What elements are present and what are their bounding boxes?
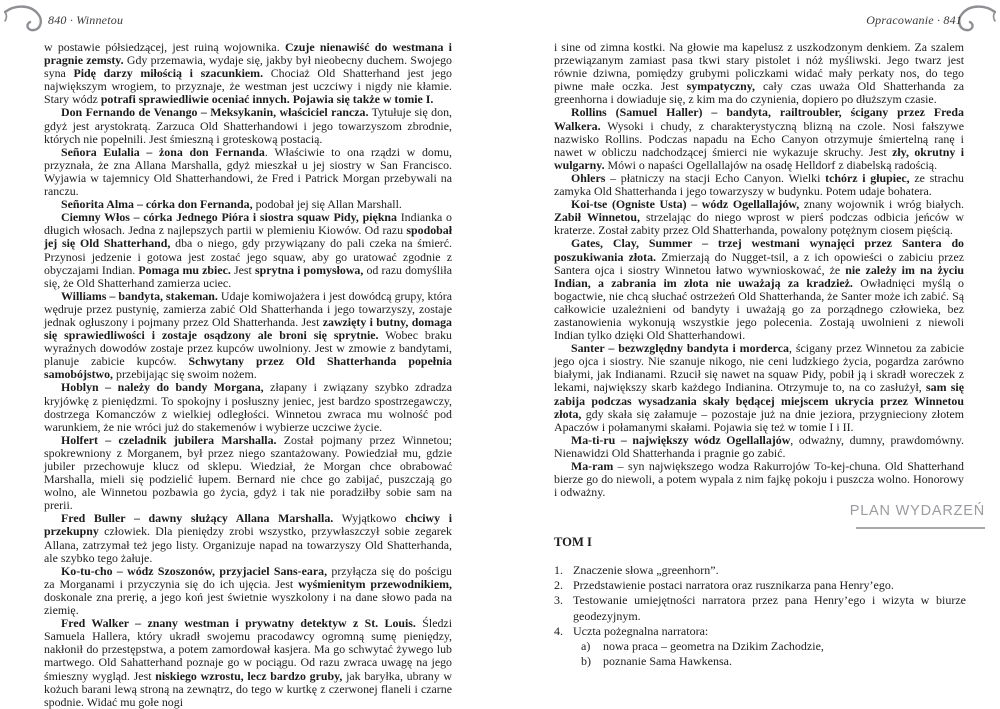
plan-list-item (554, 624, 966, 639)
left-page-text-column (44, 41, 452, 709)
right-head-separator: · (936, 13, 944, 27)
section-heading-plan-wydarzen: PLAN WYDARZEŃ (849, 503, 985, 519)
sub-item-label: b) (581, 654, 591, 669)
paragraph: Ko-tu-cho – wódz Szoszonów, przyjaciel Sans-eara, przyłącza się do pościgu za Morganami i przyczynia się do ich ujęcia. Jest wyśmienitym przewodnikiem, doskonale zna prerię, a jego koń jest świetnie wyszkolony i na dane słowo pada na ziemię. (44, 563, 452, 618)
list-item-number: 1. (554, 563, 563, 577)
bold-run: Fred Walker – znany westman i prywatny detektyw z St. Louis. (61, 616, 416, 631)
bold-run: wyśmienitym przewodnikiem, (298, 576, 452, 591)
bold-run: Zabił Winnetou, (554, 210, 640, 225)
bold-run: niskiego wzrostu, lecz bardzo gruby, (155, 668, 343, 683)
plan-sub-item (554, 639, 966, 654)
paragraph: Holfert – czeladnik jubilera Marshalla. Został pojmany przez Winnetou; spokrewniony z Morganem, był przez niego szantażowany. Powiedział mu, gdzie jubiler przechowuje klucz od sklepu. Wiedział, że Morgan chce obrabować Marshalla, mieli się podzielić łupem. Bernard nie chce go zabijać, puszczają go wolno, ale Winnetou pozbawia go życia, gdyż i tak nie poradziłby sobie sam na prerii. (44, 432, 453, 513)
bold-run: Czuje nienawiść do westmana i pragnie zemsty. (44, 40, 452, 68)
bold-run: sprytna i pomysłowa, (255, 262, 364, 277)
paragraph: Ohlers – płatniczy na stacji Echo Canyon. Wielki tchórz i głupiec, ze strachu zamyka Old Shatterhanda i jego towarzyszy w budynku. Potem udaje bohatera. (554, 170, 964, 199)
bold-run: Señorita Alma – córka don Fernanda, (61, 197, 253, 212)
list-item-text: Testowanie umiejętności narratora przez pana Henry’ego i wizyta w biurze geodezyjnym. (573, 593, 966, 623)
bold-run: Fred Buller – dawny służący Allana Marshalla. (61, 511, 334, 526)
sub-item-text: nowa praca – geometra na Dzikim Zachodzie, (603, 639, 824, 654)
list-item-text: Uczta pożegnalna narratora: (573, 623, 709, 638)
paragraph: Fred Walker – znany westman i prywatny detektyw z St. Louis. Śledzi Samuela Hallera, który ukradł swojemu pracodawcy ogromną sumę pieniędzy, nakłonił do przestępstwa, a potem zamordował kasjera. Ma go schwytać żywego lub martwego. Old Sahatterhand poznaje go w pociągu. Od razu zwraca uwagę na jego śmieszny wygląd. Jest niskiego wzrostu, lecz bardzo gruby, jak baryłka, ubrany w kożuch barani lewą stroną na zewnątrz, do tego w kurtkę z czerwonej flaneli i czarne spodnie. Widać mu gołe nogi (44, 616, 453, 709)
bold-run: zawzięty i butny, domaga się sprawiedliwości i zostaje osądzony ale broni się sprytnie. (44, 314, 452, 343)
plan-section-body (554, 535, 966, 669)
paragraph: Fred Buller – dawny służący Allana Marshalla. Wyjątkowo chciwy i przekupny człowiek. Dla pieniędzy zrobi wszystko, przywłaszczył sobie zegarek Allana, zatrzymał też jego listy. Organizuje napad na towarzyszy Old Shatterhanda, ale szybko tego żałuje. (44, 511, 453, 565)
plan-sub-item (554, 654, 966, 669)
plan-list-item (554, 563, 966, 578)
bold-run: Gates, Clay, Summer – trzej westmani wynajęci przez Santera do poszukiwania złota. (554, 236, 964, 264)
section-name: Opracowanie (866, 13, 934, 27)
list-item-number: 4. (554, 623, 563, 638)
paragraph: Hoblyn – należy do bandy Morgana, złapany i związany szybko zdradza kryjówkę z pieniędzmi. To spokojny i posłuszny jeniec, jest bardzo spostrzegawczy, dostrzega Komanczów z wielkiej odległości. Winnetou zwraca mu wolność pod warunkiem, że nie wróci już do stakemenów i wybierze uczciwe życie. (44, 380, 452, 434)
paragraph: i sine od zimna kostki. Na głowie ma kapelusz z uszkodzonym denkiem. Za szalem przewiązanym zamiast pasa tkwi stary pistolet i nóż myśliwski. Jego twarz jest równie dziwna, pomiędzy grubymi policzkami widać mały perkaty nos, do tego piwne małe oczka. Jest sympatyczny, cały czas uważa Old Shatterhanda za greenhorna i dowiaduje się, z kim ma do czynienia, dopiero po dłuższym czasie. (554, 40, 965, 107)
paragraph: Koi-tse (Ogniste Usta) – wódz Ogellallajów, znany wojownik i wróg białych. Zabił Winnetou, strzelając do niego wprost w pierś podczas odbicia jeńców w kraterze. Został zabity przez Old Shatterhanda, powalony potężnym ciosem pięścią. (554, 197, 965, 238)
book-title: Winnetou (76, 13, 124, 27)
bold-run: nie zależy im na życiu Indian, a zabrania im złota nie uważają za kradzież. (554, 262, 965, 290)
left-page-number: 840 (48, 13, 67, 27)
list-item-number: 2. (554, 578, 563, 593)
bold-run: zły, okrutny i wulgarny. (554, 144, 964, 172)
plan-numbered-list (554, 563, 966, 669)
bold-run: potrafi sprawiedliwie oceniać innych. Pojawia się także w tomie I. (100, 92, 434, 107)
list-item-number: 3. (554, 593, 563, 608)
paragraph: Gates, Clay, Summer – trzej westmani wynajęci przez Santera do poszukiwania złota. Zmierzają do Nugget-tsil, a z ich opowieści o zabiciu przez Santera ojca i siostry Winnetou łatwo wywnioskować, że nie zależy im na życiu Indian, a zabrania im złota nie uważają za kradzież. Owładnięci myślą o bogactwie, nie chcą słuchać ostrzeżeń Old Shatterhanda, że Santer może ich zabić. Są całkowicie uzależnieni od bandyty i uważają go za porządnego człowieka, bez zastanowienia wykonują wszystkie jego polecenia. Zostają uwolnieni z niewoli Indian tylko dzięki Old Shatterhandowi. (554, 236, 965, 343)
paragraph: Señorita Alma – córka don Fernanda, podobał jej się Allan Marshall. (61, 197, 402, 212)
plan-list-item (554, 593, 966, 623)
volume-heading: TOM I (554, 535, 592, 549)
paragraph: Señora Eulalia – żona don Fernanda. Właściwie to ona rządzi w domu, przyznała, że zna Allana Marshalla, gdyż mieszkał u jej siostry w San Francisco. Wyjawia w tajemnicy Old Shatterhandowi, że Fred i Patrick Morgan przebywali na ranczu. (44, 144, 452, 199)
left-running-head (48, 13, 123, 28)
bold-run: Pidę darzy miłością i szacunkiem. (73, 66, 264, 81)
right-page-number: 841 (943, 13, 962, 27)
bold-run: Ohlers (571, 170, 606, 185)
bold-run: Santer – bezwzględny bandyta i morderca (571, 341, 789, 356)
paragraph: Rollins (Samuel Haller) – bandyta, railtroubler, ścigany przez Freda Walkera. Wysoki i chudy, z charakterystyczną blizną na czole. Nosi fałszywe nazwisko Rollins. Podczas napadu na Echo Canyon otrzymuje śmiertelną ranę i nawet w obliczu nadchodzącej śmierci nie wykazuje skruchy. Jest zły, okrutny i wulgarny. Mówi o napaści Ogellallajów na osadę Helldorf z diabelską radością. (554, 105, 964, 172)
bold-run: spodobał jej się Old Shatterhand, (44, 223, 452, 251)
bold-run: Ma-ram (571, 459, 614, 473)
paragraph: w postawie półsiedzącej, jest ruiną wojownika. Czuje nienawiść do westmana i pragnie zemsty. Gdy przemawia, wydaje się, jakby był nieobecny duchem. Swojego syna Pidę darzy miłością i szacunkiem. Chociaż Old Shatterhand jest jego największym wrogiem, to przyznaje, że westman jest uczciwy i nigdy nie kłamie. Stary wódz potrafi sprawiedliwie oceniać innych. Pojawia się także w tomie I. (44, 40, 452, 107)
plan-list-item (554, 578, 966, 593)
flourish-ornament-left-icon (4, 3, 50, 35)
sub-item-label: a) (581, 639, 591, 654)
bold-run: Ma-ti-ru – największy wódz Ogellallajów (571, 432, 791, 447)
paragraph: Santer – bezwzględny bandyta i morderca, ścigany przez Winnetou za zabicie jego ojca i siostry. Nie szanuje nikogo, nie ceni ludzkiego życia, pogardza zarówno białymi, jak Indianami. Rzucił się nawet na squaw Pidy, pobił ją i skradł woreczek z lekami, największy skarb każdego Indianina. Otrzymuje to, na co zasłużył, sam się zabija podczas wysadzania skały będącej miejscem ukrycia przez Winnetou złota, gdy skała się załamuje – pozostaje już na dnie jeziora, przygnieciony złotem Apaczów i połamanymi skałami. Pojawia się też w tomie I i II. (554, 341, 964, 434)
right-running-head (866, 13, 962, 28)
paragraph: Ma-ram – syn największego wodza Rakurrojów To-kej-chuna. Old Shatterhand bierze go do niewoli, a potem wypala z nim fajkę pokoju i puszcza wolno. Honorowy i odważny. (554, 459, 964, 500)
bold-run: sympatyczny, (686, 79, 756, 94)
bold-run: tchórz i głupiec, (825, 170, 910, 185)
bold-run: sam się zabija podczas wysadzania skały będącej miejscem ukrycia przez Winnetou złota, (554, 380, 964, 421)
paragraph: Ma-ti-ru – największy wódz Ogellallajów, odważny, dumny, prawdomówny. Nienawidzi Old Shatterhanda i pragnie go zabić. (554, 432, 964, 460)
left-head-separator: · (69, 13, 77, 27)
bold-run: Hoblyn – należy do bandy Morgana, (61, 380, 264, 395)
bold-run: chciwy i przekupny (44, 511, 453, 539)
bold-run: Ciemny Włos – córka Jednego Pióra i siostra squaw Pidy, piękna (61, 210, 397, 225)
bold-run: Koi-tse (Ogniste Usta) – wódz Ogellallajów, (571, 197, 800, 212)
paragraph: Ciemny Włos – córka Jednego Pióra i siostra squaw Pidy, piękna Indianka o długich włosach. Jedna z najlepszych partii w plemieniu Kiowów. Od razu spodobał jej się Old Shatterhand, dba o niego, gdy przywiązany do pali czeka na śmierć. Przynosi jedzenie i gotowa jest zostać jego squaw, aby go uratować zgodnie z obyczajami Indian. Pomaga mu zbiec. Jest sprytna i pomysłowa, od razu domyśliła się, że Old Shatterhand zamierza uciec. (44, 210, 452, 290)
list-item-text: Znaczenie słowa „greenhorn”. (573, 563, 719, 577)
bold-run: Señora Eulalia – żona don Fernanda (61, 144, 265, 159)
bold-run: Ko-tu-cho – wódz Szoszonów, przyjaciel Sans-eara, (61, 563, 328, 578)
paragraph: Williams – bandyta, stakeman. Udaje komiwojażera i jest dowódcą grupy, która wędruje przez pustynię, zamierza zabić Old Shatterhanda i jego towarzyszy, zostaje jednak ogłuszony i pojmany przez Old Shatterhanda. Jest zawzięty i butny, domaga się sprawiedliwości i zostaje osądzony ale broni się sprytnie. Wobec braku wyraźnych dowodów zostaje przez kupców uwolniony. Jest w zmowie z bandytami, planuje zabicie kupców. Schwytany przez Old Shatterhanda popełnia samobójstwo, przebijając się swoim nożem. (44, 288, 452, 382)
bold-run: Don Fernando de Venango – Meksykanin, właściciel rancza. (61, 105, 369, 120)
section-heading-rule (856, 527, 985, 529)
paragraph: Don Fernando de Venango – Meksykanin, właściciel rancza. Tytułuje się don, gdyż jest arystokratą. Zarzuca Old Shatterhandowi i jego towarzyszom zbrodnie, których nie popełnili. Jest śmieszną i groteskową postacią. (44, 105, 452, 146)
bold-run: Holfert – czeladnik jubilera Marshalla. (61, 432, 277, 447)
bold-run: Schwytany przez Old Shatterhanda popełnia samobójstwo, (44, 354, 452, 382)
bold-run: Rollins (Samuel Haller) – bandyta, railtroubler, ścigany przez Freda Walkera. (554, 105, 964, 133)
bold-run: Pomaga mu zbiec. (138, 262, 231, 277)
sub-item-text: poznanie Sama Hawkensa. (603, 654, 732, 669)
right-page-text-column (554, 41, 964, 499)
list-item-text: Przedstawienie postaci narratora oraz rusznikarza pana Henry’ego. (573, 578, 894, 593)
bold-run: Williams – bandyta, stakeman. (61, 288, 218, 303)
